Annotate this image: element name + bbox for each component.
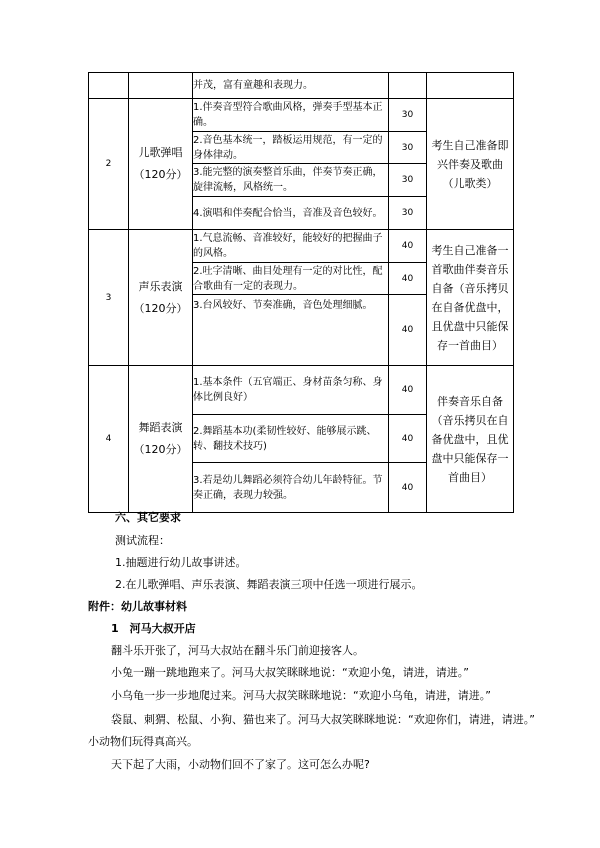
row-number: 2 xyxy=(89,99,129,230)
score-cell: 40 xyxy=(389,230,427,263)
standard-cell: 1.气息流畅、音准较好，能较好的把握曲子的风格。 xyxy=(193,230,389,263)
standard-cell: 2.吐字清晰、曲目处理有一定的对比性，配合歌曲有一定的表现力。 xyxy=(193,263,389,295)
flow-step: 1.抽题进行幼儿故事讲述。 xyxy=(115,556,247,569)
table-row xyxy=(89,73,514,99)
story-paragraph: 天下起了大雨，小动物们回不了家了。这可怎么办呢? xyxy=(111,758,370,771)
score-cell: 40 xyxy=(389,263,427,295)
standard-cell: 3.台风较好、节奏准确，音色处理细腻。 xyxy=(193,295,389,366)
score-cell: 30 xyxy=(389,197,427,230)
story-paragraph: 翻斗乐开张了，河马大叔站在翻斗乐门前迎接客人。 xyxy=(111,644,364,657)
appendix-heading: 附件：幼儿故事材料 xyxy=(88,600,187,613)
standard-cell: 1.伴奏音型符合歌曲风格，弹奏手型基本正确。 xyxy=(193,99,389,132)
flow-step: 2.在儿歌弹唱、声乐表演、舞蹈表演三项中任选一项进行展示。 xyxy=(115,578,423,591)
standard-cell: 4.演唱和伴奏配合恰当，音准及音色较好。 xyxy=(193,197,389,230)
row-number: 3 xyxy=(89,230,129,366)
table-cell xyxy=(389,73,427,99)
project-points: （120分） xyxy=(133,168,188,181)
story-paragraph: 小乌龟一步一步地爬过来。河马大叔笑眯眯地说：“欢迎小乌龟，请进，请进。” xyxy=(111,689,491,702)
standard-cell: 3.若是幼儿舞蹈必须符合幼儿年龄特征。节奏正确，表现力较强。 xyxy=(193,463,389,513)
project-points: （120分） xyxy=(133,301,188,315)
project-name: 声乐表演 xyxy=(138,279,183,293)
story-title: 1 河马大叔开店 xyxy=(111,622,196,635)
score-cell: 30 xyxy=(389,164,427,197)
project-name: 儿歌弹唱 xyxy=(138,146,183,159)
score-cell: 40 xyxy=(389,295,427,366)
note-cell: 考生自己准备一首歌曲伴奏音乐自备（音乐拷贝在自备优盘中，且优盘中只能保存一首曲目） xyxy=(427,230,514,366)
score-cell: 40 xyxy=(389,463,427,513)
standard-cell: 并茂，富有童趣和表现力。 xyxy=(193,73,389,99)
story-paragraph: 小动物们玩得真高兴。 xyxy=(88,735,198,748)
note-cell: 考生自己准备即兴伴奏及歌曲（儿歌类） xyxy=(427,99,514,230)
table-row xyxy=(89,366,514,415)
score-cell: 40 xyxy=(389,366,427,415)
flow-label: 测试流程： xyxy=(115,534,170,547)
table-cell xyxy=(89,73,129,99)
row-number: 4 xyxy=(89,366,129,513)
score-cell: 30 xyxy=(389,99,427,132)
standard-cell: 2.音色基本统一，踏板运用规范，有一定的身体律动。 xyxy=(193,132,389,164)
exam-table xyxy=(88,72,514,513)
project-name: 舞蹈表演 xyxy=(138,421,183,434)
table-row xyxy=(89,230,514,263)
table-cell xyxy=(427,73,514,99)
table-row xyxy=(89,99,514,132)
score-cell: 30 xyxy=(389,132,427,164)
standard-cell: 1.基本条件（五官端正、身材苗条匀称、身体比例良好） xyxy=(193,366,389,415)
standard-cell: 3.能完整的演奏整首乐曲，伴奏节奏正确，旋律流畅，风格统一。 xyxy=(193,164,389,197)
standard-cell: 2.舞蹈基本功(柔韧性较好、能够展示跳、转、翻技术技巧) xyxy=(193,415,389,463)
project-cell xyxy=(129,99,193,230)
project-cell xyxy=(129,230,193,366)
table-cell xyxy=(129,73,193,99)
note-cell: 伴奏音乐自备（音乐拷贝在自备优盘中，且优盘中只能保存一首曲目） xyxy=(427,366,514,513)
section-heading: 六、其它要求 xyxy=(115,511,181,524)
story-paragraph: 小兔一蹦一跳地跑来了。河马大叔笑眯眯地说：“欢迎小兔，请进，请进。” xyxy=(111,666,469,679)
project-points: （120分） xyxy=(133,443,188,456)
score-cell: 40 xyxy=(389,415,427,463)
project-cell xyxy=(129,366,193,513)
story-paragraph: 袋鼠、刺猬、松鼠、小狗、猫也来了。河马大叔笑眯眯地说：“欢迎你们，请进，请进。” xyxy=(111,713,535,726)
